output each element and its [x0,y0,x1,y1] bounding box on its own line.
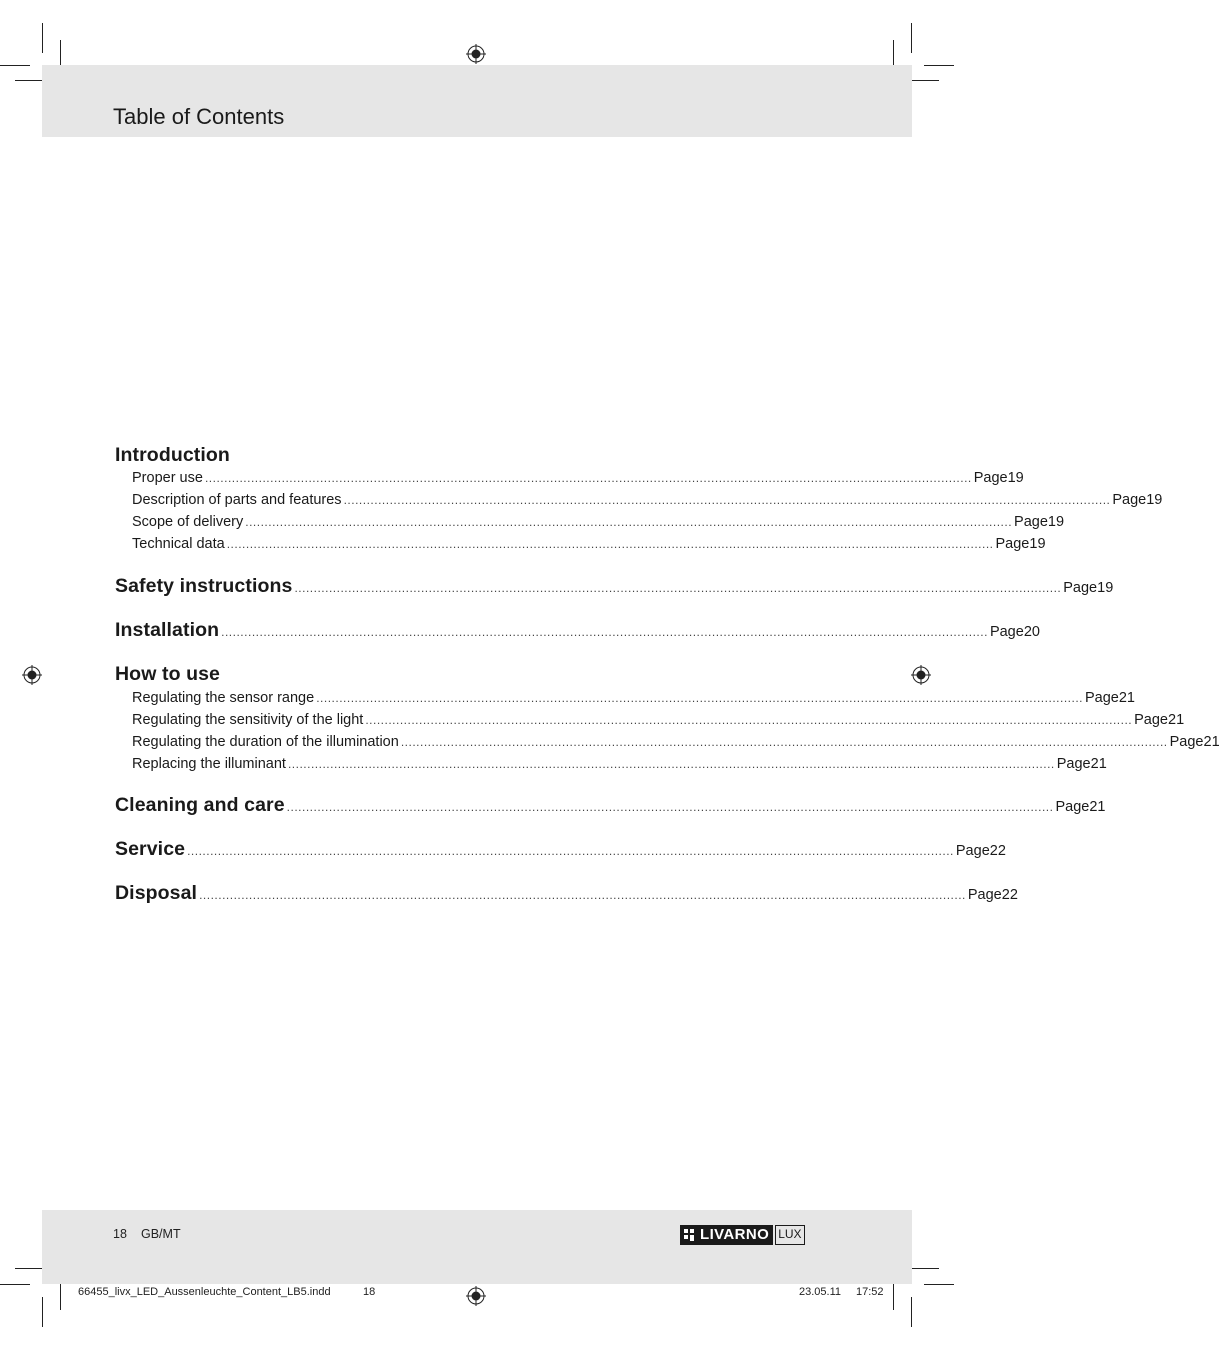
page-word: Page [1014,514,1048,530]
toc-entry[interactable] [132,734,1220,750]
toc-entry[interactable] [132,690,1135,706]
page-number: 21 [1168,712,1185,728]
toc-section-disposal[interactable] [115,882,1018,905]
dot-leader: ........................................................................................................................................................................................................ [287,757,1055,771]
entry-label: Regulating the duration of the illumination [132,734,399,750]
page-word: Page [973,470,1008,486]
dot-leader: ........................................................................................................................................................................................................ [365,713,1133,727]
logo-wordmark: LIVARNO [698,1225,773,1245]
registration-mark-icon [911,665,931,685]
page-word: Page [967,887,1002,903]
page-word: Page [995,536,1030,552]
section-title: Disposal [115,882,198,904]
crop-mark [42,23,43,53]
crop-mark [911,23,912,53]
page-number: 19 [1097,580,1114,596]
crop-mark [924,65,954,66]
toc-section-cleaning-and-care[interactable] [115,794,1106,817]
dot-leader: ........................................................................................................................................................................................................ [343,493,1111,507]
footer-locale: GB/MT [141,1227,181,1241]
entry-label: Description of parts and features [132,492,342,508]
page-word: Page [1063,580,1098,596]
dot-leader: ........................................................................................................................................................................................................ [245,515,1013,529]
dot-leader: ........................................................................................................................................................................................................ [204,471,972,485]
page-word: Page [1056,756,1091,772]
toc-section-how-to-use[interactable] [115,663,800,686]
dot-leader: ........................................................................................................................................................................................................ [199,888,966,902]
section-title: Safety instructions [115,575,293,597]
crop-mark [911,1297,912,1327]
dot-leader: ........................................................................................................................................................................................................ [286,800,1054,814]
page-number: 19 [1146,492,1163,508]
page-word: Page [1134,712,1168,728]
entry-label: Technical data [132,536,225,552]
toc-entry[interactable] [132,492,1163,508]
page-number: 22 [1001,887,1018,903]
page-number: 22 [989,843,1006,859]
page-word: Page [1055,799,1090,815]
section-title: Introduction [115,444,230,466]
crop-mark [42,1297,43,1327]
crop-mark [60,1280,61,1310]
page-number: 21 [1089,799,1106,815]
logo-sub: LUX [775,1225,804,1245]
brand-logo [680,1225,805,1245]
entry-label: Regulating the sensor range [132,690,315,706]
toc-entry[interactable] [132,536,1046,552]
dot-leader: ........................................................................................................................................................................................................ [316,691,1083,705]
slug-time: 17:52 [856,1286,884,1298]
slug-filename: 66455_livx_LED_Aussenleuchte_Content_LB5.indd [78,1286,331,1298]
entry-label: Replacing the illuminant [132,756,286,772]
page-number: 19 [1007,470,1024,486]
section-title: Service [115,838,186,860]
dot-leader: ........................................................................................................................................................................................................ [226,537,994,551]
page-word: Page [989,624,1024,640]
crop-mark [924,1284,954,1285]
crop-mark [0,1284,30,1285]
toc-section-installation[interactable] [115,619,1040,642]
entry-label: Regulating the sensitivity of the light [132,712,364,728]
section-title: Installation [115,619,220,641]
page-number: 20 [1023,624,1040,640]
section-title: Cleaning and care [115,794,285,816]
footer-page-number: 18 [113,1227,127,1241]
page-number: 21 [1090,756,1107,772]
crop-mark [893,1280,894,1310]
slug-page: 18 [363,1286,376,1298]
registration-mark-icon [466,44,486,64]
toc-entry[interactable] [132,470,1024,486]
dot-leader: ........................................................................................................................................................................................................ [400,735,1168,749]
logo-mark-icon [680,1225,698,1245]
page-word: Page [955,843,990,859]
dot-leader: ........................................................................................................................................................................................................ [221,625,988,639]
footer-band [42,1210,912,1284]
page-word: Page [1084,690,1119,706]
toc-entry[interactable] [132,712,1185,728]
page-title: Table of Contents [113,104,285,129]
page-word: Page [1112,492,1147,508]
registration-mark-icon [466,1286,486,1306]
slug-date: 23.05.11 [799,1286,842,1298]
dot-leader: ........................................................................................................................................................................................................ [187,844,954,858]
dot-leader: ........................................................................................................................................................................................................ [294,581,1062,595]
entry-label: Scope of delivery [132,514,244,530]
page-number: 19 [1047,514,1065,530]
page-word: Page [1169,734,1204,750]
entry-label: Proper use [132,470,203,486]
crop-mark [0,65,30,66]
toc-entry[interactable] [132,756,1107,772]
page-number: 21 [1203,734,1220,750]
toc-section-service[interactable] [115,838,1006,861]
toc-section-introduction[interactable] [115,444,800,467]
section-title: How to use [115,663,221,685]
page-number: 19 [1029,536,1046,552]
registration-mark-icon [22,665,42,685]
toc-section-safety-instructions[interactable] [115,575,1114,598]
page-number: 21 [1118,690,1135,706]
toc-entry[interactable] [132,514,1065,530]
